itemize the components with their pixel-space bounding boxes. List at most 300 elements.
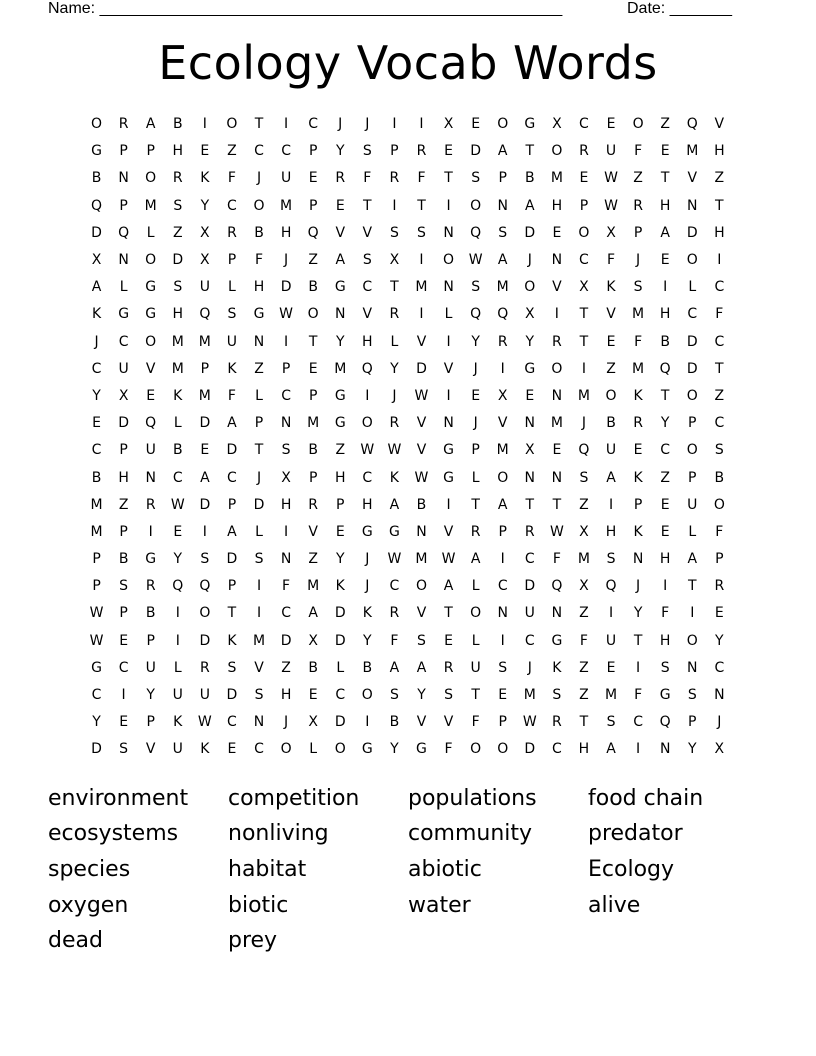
grid-letter: I: [392, 197, 397, 214]
grid-letter: D: [686, 360, 698, 377]
grid-letter: W: [360, 442, 375, 459]
grid-letter: I: [608, 496, 614, 513]
grid-letter: W: [414, 387, 429, 404]
grid-letter: Y: [146, 687, 155, 704]
word-bank-item: environment: [48, 785, 189, 811]
grid-letter: O: [415, 578, 427, 595]
word-bank-row: [48, 888, 788, 924]
grid-letter: A: [335, 252, 346, 269]
grid-letter: N: [118, 170, 129, 187]
grid-letter: S: [173, 279, 183, 296]
grid-letter: W: [279, 306, 293, 323]
word-bank-row: [48, 852, 788, 888]
grid-letter: Z: [118, 496, 129, 513]
grid-letter: V: [145, 741, 156, 758]
grid-letter: H: [172, 306, 184, 323]
grid-letter: N: [524, 469, 536, 486]
grid-letter: M: [550, 170, 563, 187]
grid-letter: Q: [470, 306, 482, 323]
word-bank: [48, 781, 788, 959]
grid-letter: J: [284, 252, 289, 269]
grid-letter: G: [659, 687, 671, 704]
grid-letter: V: [416, 333, 427, 350]
grid-letter: A: [145, 116, 156, 133]
grid-letter: O: [253, 197, 265, 214]
grid-letter: M: [252, 632, 266, 649]
grid-letter: J: [473, 360, 478, 377]
grid-letter: M: [496, 442, 509, 459]
grid-letter: L: [146, 224, 155, 241]
grid-row: [83, 356, 733, 383]
grid-letter: D: [226, 551, 238, 568]
grid-letter: Z: [254, 360, 264, 377]
grid-letter: B: [660, 333, 670, 350]
grid-letter: S: [633, 279, 643, 296]
grid-letter: I: [175, 605, 180, 622]
grid-letter: U: [199, 279, 210, 296]
grid-letter: H: [578, 741, 590, 758]
grid-letter: I: [419, 252, 424, 269]
grid-letter: B: [389, 714, 400, 731]
grid-letter: C: [91, 442, 102, 459]
grid-letter: W: [604, 170, 618, 187]
grid-letter: V: [443, 523, 454, 540]
grid-letter: F: [363, 170, 372, 187]
grid-letter: S: [119, 578, 129, 595]
grid-letter: E: [660, 523, 670, 540]
grid-letter: P: [308, 197, 318, 214]
grid-letter: K: [227, 360, 237, 377]
grid-letter: E: [200, 442, 210, 459]
grid-letter: S: [606, 551, 616, 568]
grid-letter: H: [659, 632, 671, 649]
grid-letter: T: [308, 333, 318, 350]
grid-letter: C: [335, 687, 346, 704]
grid-letter: I: [636, 659, 641, 676]
grid-letter: Q: [551, 578, 563, 595]
grid-letter: R: [714, 578, 725, 595]
grid-letter: N: [551, 605, 563, 622]
grid-letter: P: [633, 496, 643, 513]
grid-letter: U: [687, 496, 698, 513]
grid-row: [83, 329, 733, 356]
grid-letter: C: [281, 605, 291, 622]
grid-letter: N: [443, 415, 454, 432]
grid-letter: P: [119, 143, 128, 160]
grid-letter: W: [387, 551, 402, 568]
grid-letter: U: [226, 333, 238, 350]
grid-letter: Y: [660, 415, 670, 432]
grid-letter: W: [549, 523, 564, 540]
grid-letter: Z: [633, 170, 643, 187]
grid-letter: O: [226, 116, 238, 133]
grid-letter: I: [446, 496, 451, 513]
grid-letter: T: [254, 442, 264, 459]
grid-row: [83, 655, 733, 682]
grid-letter: R: [227, 224, 237, 241]
grid-letter: V: [145, 360, 156, 377]
grid-letter: I: [690, 605, 695, 622]
grid-letter: E: [308, 170, 318, 187]
grid-letter: Q: [578, 442, 590, 459]
grid-letter: K: [389, 469, 399, 486]
grid-letter: X: [118, 387, 129, 404]
grid-letter: T: [715, 197, 724, 214]
grid-letter: B: [172, 442, 183, 459]
grid-letter: B: [91, 170, 102, 187]
grid-letter: I: [121, 687, 126, 704]
grid-letter: N: [280, 415, 292, 432]
grid-letter: T: [363, 197, 372, 214]
grid-letter: Q: [605, 578, 617, 595]
grid-letter: F: [282, 578, 291, 595]
grid-letter: M: [90, 523, 103, 540]
grid-letter: T: [471, 496, 480, 513]
grid-letter: Q: [659, 360, 671, 377]
grid-letter: S: [606, 714, 616, 731]
grid-letter: E: [552, 442, 562, 459]
grid-letter: P: [119, 523, 128, 540]
grid-row: [83, 600, 733, 627]
grid-letter: E: [227, 741, 237, 758]
grid-letter: O: [578, 224, 590, 241]
grid-letter: R: [199, 659, 210, 676]
grid-letter: A: [497, 143, 508, 160]
grid-letter: H: [714, 143, 725, 160]
grid-letter: C: [687, 306, 698, 323]
grid-letter: O: [713, 496, 725, 513]
word-bank-item: ecosystems: [48, 821, 179, 847]
grid-letter: B: [118, 551, 129, 568]
grid-letter: O: [686, 252, 698, 269]
word-bank-item: nonliving: [228, 821, 329, 847]
word-bank-item: community: [408, 821, 533, 847]
grid-letter: O: [551, 143, 563, 160]
grid-letter: H: [362, 496, 373, 513]
grid-letter: I: [663, 578, 668, 595]
grid-letter: E: [200, 143, 210, 160]
grid-letter: G: [361, 741, 373, 758]
grid-letter: P: [146, 632, 155, 649]
grid-letter: I: [636, 741, 641, 758]
grid-letter: B: [254, 224, 264, 241]
grid-letter: C: [497, 578, 508, 595]
grid-letter: E: [444, 632, 453, 649]
grid-letter: X: [552, 116, 562, 133]
grid-letter: L: [255, 523, 263, 540]
grid-letter: J: [338, 116, 343, 133]
grid-letter: C: [227, 714, 237, 731]
grid-letter: I: [392, 116, 397, 133]
grid-row: [83, 492, 733, 519]
grid-letter: K: [335, 578, 345, 595]
grid-letter: K: [91, 306, 102, 323]
grid-letter: U: [605, 442, 617, 459]
grid-letter: S: [714, 442, 724, 459]
grid-letter: N: [335, 306, 346, 323]
grid-letter: O: [470, 741, 482, 758]
grid-letter: R: [308, 496, 319, 513]
grid-letter: V: [362, 224, 373, 241]
grid-letter: W: [604, 197, 618, 214]
grid-letter: M: [307, 578, 320, 595]
grid-letter: C: [524, 551, 535, 568]
grid-letter: S: [281, 442, 291, 459]
grid-letter: G: [91, 659, 102, 676]
grid-letter: P: [119, 605, 128, 622]
grid-letter: G: [334, 387, 346, 404]
word-bank-item: Ecology: [588, 856, 675, 882]
grid-letter: W: [468, 252, 483, 269]
grid-letter: K: [633, 469, 643, 486]
grid-letter: J: [256, 170, 262, 187]
grid-letter: O: [632, 116, 644, 133]
grid-letter: Y: [200, 197, 210, 214]
grid-row: [83, 682, 733, 709]
grid-letter: K: [173, 387, 183, 404]
grid-letter: Z: [660, 469, 670, 486]
grid-letter: Q: [199, 306, 211, 323]
grid-letter: C: [579, 252, 589, 269]
grid-letter: N: [551, 469, 563, 486]
grid-letter: T: [633, 632, 643, 649]
grid-letter: T: [471, 687, 480, 704]
grid-letter: H: [659, 551, 671, 568]
grid-letter: P: [471, 442, 480, 459]
grid-letter: N: [687, 197, 698, 214]
grid-letter: F: [661, 605, 670, 622]
grid-letter: Y: [715, 632, 724, 649]
grid-letter: P: [308, 143, 318, 160]
grid-letter: R: [145, 578, 156, 595]
grid-letter: F: [390, 632, 399, 649]
grid-letter: W: [387, 442, 402, 459]
grid-row: [83, 193, 733, 220]
grid-letter: Q: [118, 224, 130, 241]
grid-letter: D: [470, 143, 482, 160]
grid-letter: G: [443, 442, 454, 459]
grid-letter: Z: [308, 551, 318, 568]
grid-letter: N: [497, 197, 508, 214]
grid-letter: P: [336, 496, 345, 513]
grid-letter: Y: [633, 605, 643, 622]
grid-letter: P: [227, 496, 237, 513]
grid-letter: Q: [145, 415, 157, 432]
grid-letter: K: [200, 741, 210, 758]
grid-letter: E: [525, 387, 535, 404]
grid-letter: P: [92, 578, 101, 595]
grid-letter: J: [527, 252, 532, 269]
grid-letter: N: [632, 551, 644, 568]
grid-letter: T: [525, 143, 535, 160]
grid-letter: X: [308, 714, 318, 731]
grid-row: [83, 464, 733, 491]
grid-letter: C: [524, 632, 535, 649]
grid-letter: C: [362, 469, 373, 486]
grid-letter: Q: [497, 306, 509, 323]
grid-letter: F: [254, 252, 264, 269]
grid-letter: H: [118, 469, 129, 486]
grid-letter: L: [390, 333, 399, 350]
grid-letter: C: [172, 469, 183, 486]
grid-letter: R: [497, 333, 508, 350]
grid-letter: Z: [660, 116, 670, 133]
grid-letter: M: [686, 143, 699, 160]
grid-letter: C: [660, 442, 671, 459]
grid-letter: G: [416, 741, 427, 758]
grid-letter: R: [389, 170, 400, 187]
grid-letter: O: [497, 469, 509, 486]
grid-letter: H: [714, 224, 725, 241]
grid-letter: O: [307, 306, 319, 323]
grid-letter: L: [471, 469, 480, 486]
grid-letter: C: [308, 116, 319, 133]
grid-letter: I: [148, 523, 153, 540]
grid-letter: I: [500, 632, 505, 649]
grid-letter: I: [365, 714, 370, 731]
grid-letter: G: [91, 143, 102, 160]
grid-letter: K: [633, 523, 643, 540]
grid-letter: L: [228, 279, 236, 296]
grid-letter: B: [145, 605, 156, 622]
grid-letter: C: [91, 687, 102, 704]
grid-row: [83, 546, 733, 573]
grid-letter: V: [335, 224, 346, 241]
grid-letter: S: [417, 632, 426, 649]
grid-letter: C: [714, 333, 725, 350]
grid-letter: Q: [659, 714, 671, 731]
grid-letter: W: [89, 632, 104, 649]
grid-letter: R: [389, 605, 400, 622]
grid-letter: I: [608, 605, 614, 622]
grid-letter: J: [717, 714, 722, 731]
grid-letter: H: [280, 496, 292, 513]
word-bank-row: [48, 923, 788, 959]
word-bank-item: abiotic: [408, 856, 482, 882]
grid-letter: I: [284, 523, 289, 540]
grid-letter: A: [687, 551, 698, 568]
grid-letter: E: [335, 197, 345, 214]
grid-letter: N: [253, 333, 265, 350]
grid-row: [83, 410, 733, 437]
grid-letter: B: [308, 442, 318, 459]
grid-letter: O: [686, 442, 698, 459]
grid-letter: U: [118, 360, 129, 377]
grid-letter: E: [498, 687, 508, 704]
grid-letter: A: [308, 605, 318, 622]
grid-letter: S: [552, 687, 562, 704]
grid-letter: S: [471, 279, 481, 296]
grid-letter: X: [389, 252, 400, 269]
grid-letter: N: [443, 279, 454, 296]
grid-letter: V: [254, 659, 264, 676]
grid-letter: N: [443, 224, 454, 241]
grid-letter: I: [717, 252, 722, 269]
grid-letter: L: [255, 387, 263, 404]
grid-letter: C: [254, 143, 264, 160]
grid-letter: D: [524, 224, 536, 241]
grid-letter: V: [308, 523, 318, 540]
grid-letter: S: [498, 224, 508, 241]
grid-letter: M: [604, 687, 618, 704]
grid-letter: A: [606, 741, 616, 758]
grid-letter: L: [119, 279, 128, 296]
grid-row: [83, 301, 733, 328]
grid-letter: I: [202, 523, 207, 540]
grid-letter: F: [579, 632, 588, 649]
grid-letter: G: [118, 306, 130, 323]
grid-letter: I: [284, 333, 289, 350]
grid-letter: E: [714, 605, 724, 622]
grid-letter: E: [606, 659, 616, 676]
grid-letter: X: [200, 252, 210, 269]
grid-letter: E: [335, 523, 345, 540]
word-bank-item: biotic: [228, 892, 289, 918]
grid-letter: M: [171, 333, 184, 350]
grid-letter: S: [389, 224, 399, 241]
grid-letter: I: [446, 387, 451, 404]
grid-letter: C: [227, 469, 237, 486]
grid-letter: D: [91, 741, 102, 758]
grid-letter: Q: [199, 578, 211, 595]
page-title: Ecology Vocab Words: [158, 36, 658, 90]
grid-letter: L: [336, 659, 345, 676]
grid-letter: X: [714, 741, 725, 758]
grid-letter: I: [202, 116, 207, 133]
grid-letter: M: [577, 387, 590, 404]
grid-letter: M: [523, 687, 536, 704]
grid-row: [83, 220, 733, 247]
grid-letter: J: [94, 333, 99, 350]
grid-letter: V: [606, 306, 616, 323]
grid-letter: I: [446, 197, 451, 214]
grid-letter: D: [253, 496, 265, 513]
grid-letter: C: [254, 741, 264, 758]
grid-letter: F: [634, 143, 643, 160]
grid-letter: N: [118, 252, 129, 269]
grid-letter: O: [470, 605, 482, 622]
grid-letter: Y: [525, 333, 535, 350]
grid-letter: S: [660, 659, 670, 676]
grid-letter: U: [199, 687, 210, 704]
grid-letter: E: [444, 143, 453, 160]
grid-letter: C: [362, 279, 373, 296]
grid-letter: P: [200, 360, 210, 377]
grid-letter: W: [441, 551, 456, 568]
grid-letter: E: [633, 442, 643, 459]
grid-letter: P: [146, 714, 155, 731]
grid-row: [83, 573, 733, 600]
grid-letter: A: [497, 496, 508, 513]
grid-letter: M: [415, 279, 428, 296]
grid-letter: X: [308, 632, 318, 649]
grid-letter: I: [581, 360, 587, 377]
grid-letter: Q: [172, 578, 184, 595]
grid-letter: N: [524, 415, 536, 432]
grid-letter: Z: [579, 496, 589, 513]
grid-letter: N: [145, 469, 156, 486]
grid-letter: P: [498, 170, 507, 187]
grid-letter: O: [361, 687, 373, 704]
grid-letter: M: [280, 197, 293, 214]
grid-letter: Z: [308, 252, 318, 269]
grid-letter: P: [281, 360, 291, 377]
grid-row: [83, 709, 733, 736]
grid-letter: U: [172, 741, 183, 758]
grid-letter: X: [524, 306, 535, 323]
grid-letter: O: [497, 741, 509, 758]
grid-letter: S: [173, 197, 183, 214]
